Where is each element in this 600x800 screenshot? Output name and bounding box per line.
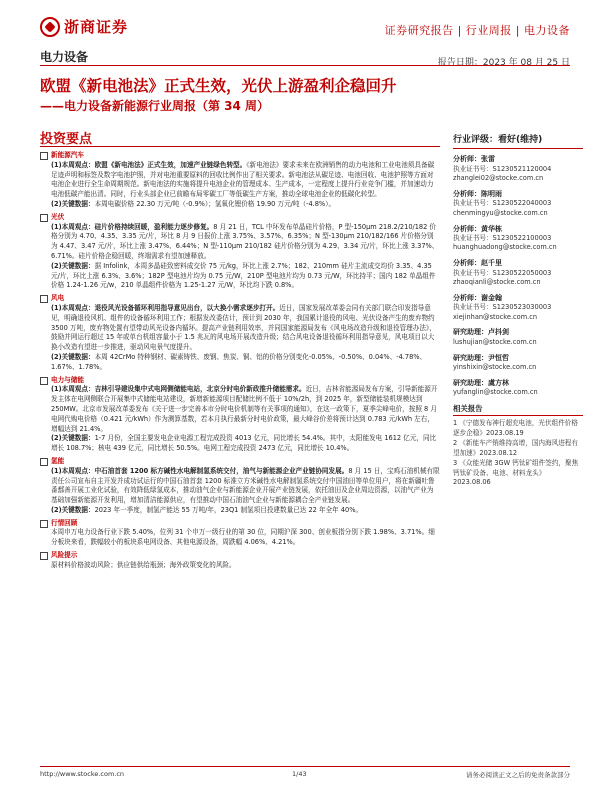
analyst-email-link[interactable]: lushujian@stocke.com.cn	[453, 337, 537, 346]
analyst-email-link[interactable]: yufanglin@stocke.com.cn	[453, 388, 538, 397]
block-lead: (2)关键数据：	[51, 261, 95, 270]
content-block	[40, 457, 440, 506]
block-content	[51, 294, 440, 353]
analyst-license: 执业证书号：S1230522050003	[453, 268, 552, 277]
analyst-email-link[interactable]: yinshixin@stocke.com.cn	[453, 363, 537, 372]
content-block	[40, 551, 440, 571]
block-lead: (1)本周观点：中石油首套 1200 标方碱性水电解制氢系统交付，油气与新能源企业产业链协同发展。	[51, 466, 349, 475]
block-lead: (2)关键数据：	[51, 505, 95, 514]
block-text: 据 Infolink，本周多晶硅致密料成交价 75 元/kg，环比上涨 2.7%；182、210mm 硅片主流成交均价 3.35、4.35 元/片，环比上涨 6.3%、3.6%；182P 型电池片均为 0.75 元/W，210P 型电池片均为 0.73 元/W，环比持平；国内 182 单晶组件价格 1.24-1.26 元/w，210 单晶组件价格为 1.25-1.27 元/W，环比均下跌 0.8%。	[51, 261, 436, 290]
block-content	[51, 457, 440, 506]
block-lead: (1)本周观点：吉林引导建设集中式电网侧储能电站，北京分时电价新政推升储能需求。	[51, 385, 306, 394]
block-text: 本周电碳价格 22.30 万元/吨（-0.9%）；氢氧化锂价格 19.90 万元/吨（-4.8%）。	[94, 199, 336, 208]
report-subtitle: ——电力设备新能源行业周报（第 34 周）	[40, 99, 270, 113]
analyst-card	[453, 379, 583, 398]
analyst-name: 分析师：陈明雨	[453, 190, 502, 199]
block-lead: (2)关键数据：	[51, 434, 95, 443]
content-block	[40, 506, 440, 516]
block-content	[51, 151, 440, 200]
block-text: 8 月 15 日，宝鸡石油机械有限责任公司宣布自主开发并成功试运行的中国石油首套 1200 标准立方米碱性水电解制氢系统交付中国油田等单位用户，将在新疆吐鲁番鄯善开展工业化试验，有效降低绿氢成本，推动油气企业与新能源企业开展产业链发展，依托油田及企业周边资源，以油气产业为基础加强新能源开发利用，增加清洁能源供应，有望推动中国石油油气企业与新能源耦合全产业链发展。	[51, 466, 440, 505]
analyst-card	[453, 225, 583, 253]
block-text: 本周 42CrMo 特种钢材、碳素铸铁、废钢、焦炭、铜、铝的价格分别变化-0.05%、-0.50%、0.04%、-4.78%、1.67%、1.78%。	[51, 352, 427, 371]
content-block	[40, 434, 440, 454]
content-block	[40, 213, 440, 262]
report-date: 报告日期：2023 年 08 月 25 日	[437, 58, 570, 68]
analyst-name: 研究助理：尹恒哲	[453, 353, 509, 362]
block-content	[51, 200, 440, 210]
block-content	[51, 262, 440, 291]
analyst-card	[453, 294, 583, 322]
block-text: 近日，吉林省能源局发布方案，引导新能源开发主体在电网侧联合开展集中式储能电站建设，新增新能源项目配储比例不低于 10%/2h，到 2025 年，新型储能装机规模达到 250MW。北京市发展改革委发布《关于进一步完善本市分时电价机制等有关事项的通知》，在这一政策下，夏季尖峰电价，按照 8 月电网代购电价格（0.421 元/kWh）作为测算基数，若本月执行最新分时电价政策，最大峰谷价差将预计达到 0.783 元/kWh 左右，增幅达到 21.4%。	[51, 385, 438, 433]
analyst-card	[453, 354, 583, 373]
content-block	[40, 200, 440, 210]
analyst-name: 分析师：赵千里	[453, 259, 502, 268]
block-lead: (2)关键数据：	[51, 199, 95, 208]
block-tag: 电力与储能	[51, 375, 84, 384]
checkbox-icon	[40, 214, 48, 222]
block-text: 近日，国家发展改革委会同有关部门联合印发指导意见，明确退役风机、组件的设备循环利用工作；根据发改委估计，预计到 2030 年，我国累计退役的风电、光伏设备产生的废弃物约 3500 万吨，废弃物处置有望带动风光设备内循环。提高产业链利用效率，并同国家能源局发布《风电场改造升级和退役管理办法》，鼓励并网运行超过 15 年或单台机组容量小于 1.5 兆瓦的风电场开展改造升级；结合风电设备退役循环利用指导意见，风电项目以大换小改造有望进一步推进，驱动风电景气度提升。	[51, 303, 436, 352]
page-number: 1/43	[292, 770, 307, 778]
related-report-link[interactable]: 1 《宁德发布神行超充电池，光伏组件价格逐步企稳》2023.08.19	[453, 419, 578, 437]
analyst-card	[453, 328, 583, 347]
block-lead: (1)本周观点：退役风光设备循环利用指导意见出台，以大换小需求逐步打开。	[51, 303, 280, 312]
block-lead: (1)本周观点：欧盟《新电池法》正式生效，加速产业链绿色转型。	[51, 160, 247, 169]
block-content	[51, 551, 440, 571]
block-tag: 氢能	[51, 456, 65, 465]
checkbox-icon	[40, 458, 48, 466]
analyst-name: 研究助理：卢抖剑	[453, 328, 509, 337]
investment-points	[40, 151, 440, 571]
analyst-email-link[interactable]: zhanglei02@stocke.com.cn	[453, 174, 544, 183]
sector-label: 电力设备	[40, 50, 89, 64]
block-text: 《新电池法》要求未来在欧洲销售的动力电池和工业电池须具备碳足迹声明和标签及数字电池护照，并对电池重要原料的回收比例作出了相关要求。新电池法从碳足迹、电池回收、电池护照等方面对电池企业进行全生命周期规范。新电池法的实施将提升电池企业的管理成本、生产成本，一定程度上提升行业竞争门槛，并加速动力电池低碳产能出清。同时，行业头部企业已前瞻布局零碳工厂等低碳生产方案，推动全球电池企业的低碳化转型。	[51, 160, 435, 199]
analyst-license: 执业证书号：S1230522100003	[453, 234, 552, 243]
logo-name: 浙商证券	[64, 18, 129, 36]
footer-divider	[40, 766, 570, 767]
industry-rating: 行业评级：看好(维持)	[453, 136, 583, 149]
analyst-card	[453, 259, 583, 287]
report-title: 欧盟《新电池法》正式生效，光伏上游盈利企稳回升	[40, 77, 397, 95]
related-reports-heading: 相关报告	[453, 404, 583, 416]
analyst-name: 分析师：张雷	[453, 155, 495, 164]
analyst-license: 执业证书号：S1230522040003	[453, 199, 552, 208]
block-lead: (1)本周观点：硅片价格持续回暖，盈利能力逐步修复。	[51, 222, 214, 231]
content-block	[40, 151, 440, 200]
sidebar	[453, 136, 583, 488]
logo	[40, 16, 128, 37]
analyst-email-link[interactable]: chenmingyu@stocke.com.cn	[453, 208, 548, 217]
block-tag: 风险提示	[51, 551, 78, 560]
analyst-license: 执业证书号：S1230521120004	[453, 164, 552, 173]
block-lead: (2)关键数据：	[51, 352, 95, 361]
analyst-name: 分析师：谢金翰	[453, 293, 502, 302]
related-report-link[interactable]: 3 《众能光储 3GW 钙钛矿组件签约，聚焦钙钛矿设备、电池、材料龙头》2023.08.06	[453, 459, 579, 486]
checkbox-icon	[40, 295, 48, 303]
block-content	[51, 353, 440, 373]
block-content	[51, 506, 440, 516]
footer-url-link[interactable]: http://www.stocke.com.cn	[40, 770, 125, 778]
analyst-license: 执业证书号：S1230523030003	[453, 303, 552, 312]
block-text: 本周申万电力设备行业下跌 5.40%，位列 31 个申万一级行业的第 30 位，同期沪深 300、创业板指分别下跌 1.98%、3.71%。细分板块来看，跌幅较小的板块系电网设备、其他电源设备，周跌幅 4.06%、4.21%。	[51, 528, 435, 547]
report-category-links: 证券研究报告 | 行业周报 | 电力设备	[384, 24, 570, 37]
analyst-email-link[interactable]: xiejinhan@stocke.com.cn	[453, 312, 538, 321]
block-tag: 行情回顾	[51, 518, 78, 527]
checkbox-icon	[40, 377, 48, 385]
block-content	[51, 376, 440, 435]
checkbox-icon	[40, 152, 48, 160]
analyst-card	[453, 155, 583, 183]
block-tag: 光伏	[51, 212, 65, 221]
related-reports-list	[453, 419, 583, 487]
block-text: 8 月 21 日，TCL 中环发布单晶硅片价格，P 型-150μm 218.2/210/182 价格分别为 4.70、4.35、3.35 元/片，环比 8 月 9 日报价上涨 3.75%、3.57%、6.35%；N 型-130μm 210/182/166 片价格分别为 4.47、3.47 元/片，环比上涨 3.47%、6.44%；N 型-110μm 210/182 硅片价格分别为 4.29、3.34 元/片，环比上涨 3.37%、6.71%。硅片价格企稳回暖，终端需求有望加速释放。	[51, 222, 439, 260]
content-block	[40, 353, 440, 373]
block-tag: 风电	[51, 294, 65, 303]
block-tag: 新能源汽车	[51, 151, 84, 159]
checkbox-icon	[40, 552, 48, 560]
block-content	[51, 519, 440, 548]
block-text: 2023 年一季度，制氢产能达 55 万吨/年，23Q1 制氢项目投建数量已达 22 年全年 40%。	[94, 505, 363, 514]
page-header	[0, 0, 600, 50]
header-divider	[40, 65, 570, 66]
block-text: 原材料价格波动风险；供应链供给瓶颈；海外政策变化的风险。	[51, 560, 236, 569]
analyst-email-link[interactable]: zhaoqianli@stocke.com.cn	[453, 278, 541, 287]
analyst-card	[453, 190, 583, 218]
checkbox-icon	[40, 520, 48, 528]
block-text: 1-7 月份，全国主要发电企业电源工程完成投资 4013 亿元，同比增长 54.4%。其中，太阳能发电 1612 亿元，同比增长 108.7%；核电 439 亿元，同比增长 50.5%。电网工程完成投资 2473 亿元，同比增长 10.4%。	[51, 434, 437, 453]
related-report-link[interactable]: 2 《新能车产销维持高增，国内海风进程有望加速》2023.08.12	[453, 439, 578, 457]
content-block	[40, 262, 440, 291]
block-content	[51, 434, 440, 454]
block-content	[51, 213, 440, 262]
analyst-name: 分析师：黄华栋	[453, 224, 502, 233]
content-block	[40, 519, 440, 548]
content-block	[40, 294, 440, 353]
disclaimer-note: 请务必阅读正文之后的免责条款部分	[466, 771, 570, 779]
analyst-name: 研究助理：虞方林	[453, 378, 509, 387]
analyst-email-link[interactable]: huanghuadong@stocke.com.cn	[453, 243, 557, 252]
content-block	[40, 376, 440, 435]
logo-icon	[40, 17, 60, 37]
analyst-list	[453, 155, 583, 397]
section-heading: 投资要点	[40, 132, 93, 147]
section-divider	[40, 146, 440, 147]
